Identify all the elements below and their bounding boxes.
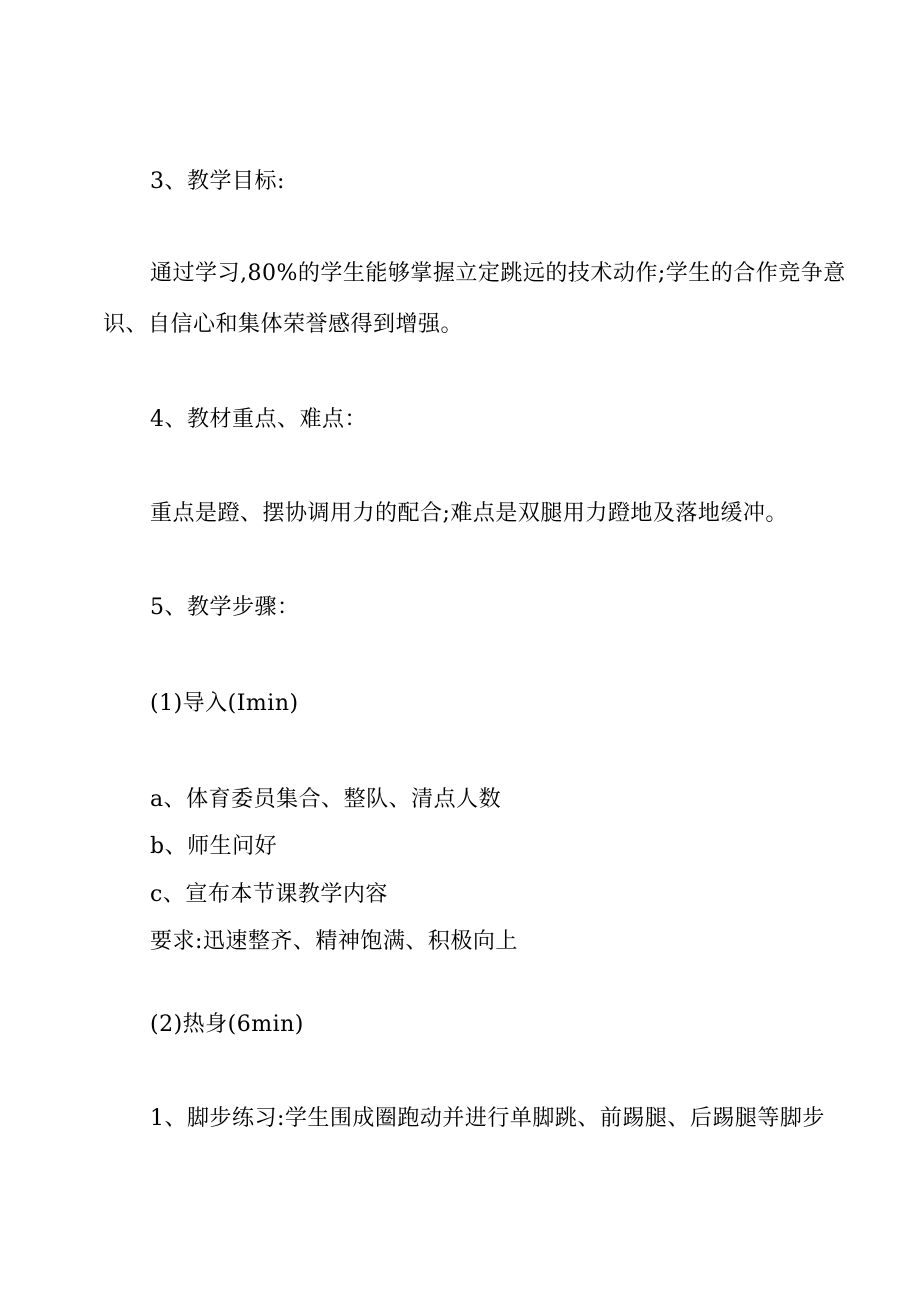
list-item-b: b、师生问好 — [150, 834, 278, 859]
heading-teaching-goals: 3、教学目标: — [150, 169, 285, 194]
subheading-introduction: (1)导入(Imin) — [150, 691, 299, 716]
paragraph-goals-line-2: 识、自信心和集体荣誉感得到增强。 — [103, 312, 464, 337]
heading-teaching-steps: 5、教学步骤： — [150, 595, 300, 620]
paragraph-goals-line-1: 通过学习,80%的学生能够掌握立定跳远的技术动作;学生的合作竞争意 — [150, 261, 846, 286]
requirements-line: 要求:迅速整齐、精神饱满、积极向上 — [150, 929, 518, 954]
subheading-warmup: (2)热身(6min) — [150, 1012, 304, 1037]
paragraph-key-points: 重点是蹬、摆协调用力的配合;难点是双腿用力蹬地及落地缓冲。 — [150, 501, 788, 526]
list-item-a: a、体育委员集合、整队、清点人数 — [150, 787, 502, 812]
paragraph-footwork: 1、脚步练习:学生围成圈跑动并进行单脚跳、前踢腿、后踢腿等脚步 — [150, 1106, 825, 1131]
heading-key-points: 4、教材重点、难点： — [150, 407, 367, 432]
list-item-c: c、宣布本节课教学内容 — [150, 882, 388, 907]
